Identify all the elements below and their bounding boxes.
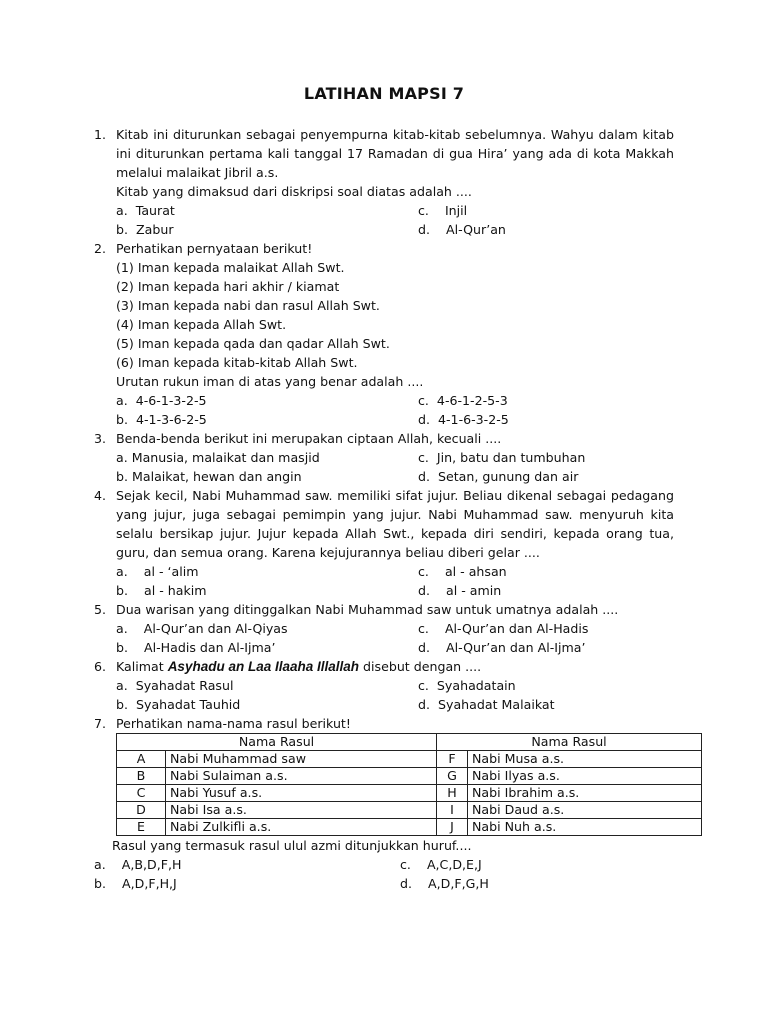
option-d[interactable]: d. A,D,F,G,H — [400, 876, 489, 891]
question-5 — [94, 600, 674, 657]
question-stem: Perhatikan nama-nama rasul berikut! — [116, 716, 351, 731]
page-title: LATIHAN MAPSI 7 — [303, 84, 465, 103]
rasul-name: Nabi Sulaiman a.s. — [166, 768, 437, 785]
rasul-letter: J — [437, 819, 468, 836]
shahada-phrase: Asyhadu an Laa Ilaaha Illallah — [167, 659, 360, 674]
option-d[interactable]: d. Setan, gunung dan air — [418, 469, 579, 484]
answer-options — [116, 391, 674, 429]
stem-text: Kalimat — [116, 659, 168, 674]
option-b[interactable]: b. Al-Hadis dan Al-Ijma’ — [116, 640, 276, 655]
option-c[interactable]: c. 4-6-1-2-5-3 — [418, 393, 508, 408]
option-b[interactable]: b. Zabur — [116, 222, 174, 237]
rasul-letter: F — [437, 751, 468, 768]
option-d[interactable]: d. al - amin — [418, 583, 502, 598]
option-a[interactable]: a. Manusia, malaikat dan masjid — [116, 450, 320, 465]
column-header: Nama Rasul — [117, 734, 437, 751]
rasul-name: Nabi Ilyas a.s. — [468, 768, 702, 785]
question-7 — [94, 714, 674, 893]
option-b[interactable]: b. A,D,F,H,J — [94, 876, 177, 891]
answer-options — [116, 619, 674, 657]
option-d[interactable]: d. Al-Qur’an — [418, 222, 506, 237]
option-b[interactable]: b. Malaikat, hewan dan angin — [116, 469, 302, 484]
rasul-letter: A — [117, 751, 166, 768]
question-stem: Kitab ini diturunkan sebagai penyempurna kitab-kitab sebelumnya. Wahyu dalam kitab ini diturunkan pertama kali tanggal 17 Ramadan di gua Hira’ yang ada di kota Makkah melalui malaikat Jibril a.s. — [116, 127, 674, 180]
statement-item: (4) Iman kepada Allah Swt. — [116, 317, 287, 332]
option-d[interactable]: d. Syahadat Malaikat — [418, 697, 555, 712]
answer-options — [94, 855, 674, 893]
question-stem: Dua warisan yang ditinggalkan Nabi Muhammad saw untuk umatnya adalah .... — [116, 602, 619, 617]
rasul-table — [116, 733, 702, 836]
statement-item: (1) Iman kepada malaikat Allah Swt. — [116, 260, 345, 275]
option-d[interactable]: d. Al-Qur’an dan Al-Ijma’ — [418, 640, 586, 655]
option-c[interactable]: c. Injil — [418, 203, 468, 218]
option-a[interactable]: a. A,B,D,F,H — [94, 857, 182, 872]
answer-options — [116, 448, 674, 486]
option-b[interactable]: b. Syahadat Tauhid — [116, 697, 241, 712]
table-row — [117, 768, 702, 785]
question-3 — [94, 429, 674, 486]
table-row — [117, 751, 702, 768]
option-a[interactable]: a. 4-6-1-3-2-5 — [116, 393, 207, 408]
question-6 — [94, 657, 674, 714]
rasul-name: Nabi Musa a.s. — [468, 751, 702, 768]
table-row — [117, 785, 702, 802]
option-c[interactable]: c. Jin, batu dan tumbuhan — [418, 450, 586, 465]
rasul-letter: G — [437, 768, 468, 785]
statement-item: (5) Iman kepada qada dan qadar Allah Swt. — [116, 336, 390, 351]
option-d[interactable]: d. 4-1-6-3-2-5 — [418, 412, 509, 427]
column-header: Nama Rasul — [437, 734, 702, 751]
stem-text: disebut dengan .... — [359, 659, 482, 674]
option-a[interactable]: a. Al-Qur’an dan Al-Qiyas — [116, 621, 288, 636]
answer-options — [116, 676, 674, 714]
question-4 — [94, 486, 674, 600]
question-stem: Perhatikan pernyataan berikut! — [116, 241, 313, 256]
question-stem: Sejak kecil, Nabi Muhammad saw. memiliki sifat jujur. Beliau dikenal sebagai pedagang yang jujur, juga sebagai pemimpin yang jujur. Nabi Muhammad saw. menyuruh kita selalu bersikap jujur. Jujur kepada Allah Swt., kepada diri sendiri, kepada orang tua, guru, dan semua orang. Karena kejujurannya beliau diberi gelar .... — [116, 488, 674, 560]
option-c[interactable]: c. A,C,D,E,J — [400, 857, 482, 872]
rasul-name: Nabi Nuh a.s. — [468, 819, 702, 836]
option-b[interactable]: b. 4-1-3-6-2-5 — [116, 412, 207, 427]
rasul-letter: E — [117, 819, 166, 836]
question-1 — [94, 125, 674, 239]
question-number: 3. — [94, 431, 107, 446]
question-number: 4. — [94, 488, 107, 503]
statement-item: (2) Iman kepada hari akhir / kiamat — [116, 279, 340, 294]
table-row — [117, 819, 702, 836]
statement-item: (6) Iman kepada kitab-kitab Allah Swt. — [116, 355, 358, 370]
option-a[interactable]: a. al - ‘alim — [116, 564, 199, 579]
table-header-row — [117, 734, 702, 751]
question-2 — [94, 239, 674, 429]
rasul-letter: C — [117, 785, 166, 802]
question-number: 2. — [94, 241, 107, 256]
rasul-letter: H — [437, 785, 468, 802]
answer-options — [116, 201, 674, 239]
question-number: 6. — [94, 659, 107, 674]
question-number: 5. — [94, 602, 107, 617]
table-row — [117, 802, 702, 819]
statement-item: (3) Iman kepada nabi dan rasul Allah Swt. — [116, 298, 380, 313]
question-number: 1. — [94, 127, 107, 142]
rasul-name: Nabi Muhammad saw — [166, 751, 437, 768]
rasul-letter: B — [117, 768, 166, 785]
answer-options — [116, 562, 674, 600]
rasul-name: Nabi Isa a.s. — [166, 802, 437, 819]
rasul-letter: I — [437, 802, 468, 819]
question-prompt: Urutan rukun iman di atas yang benar adalah .... — [116, 374, 424, 389]
rasul-letter: D — [117, 802, 166, 819]
rasul-name: Nabi Daud a.s. — [468, 802, 702, 819]
option-c[interactable]: c. Al-Qur’an dan Al-Hadis — [418, 621, 589, 636]
question-prompt: Kitab yang dimaksud dari diskripsi soal diatas adalah .... — [116, 184, 472, 199]
question-number: 7. — [94, 716, 107, 731]
rasul-name: Nabi Zulkifli a.s. — [166, 819, 437, 836]
question-stem: Benda-benda berikut ini merupakan ciptaan Allah, kecuali .... — [116, 431, 502, 446]
question-stem — [116, 657, 674, 676]
option-c[interactable]: c. Syahadatain — [418, 678, 516, 693]
rasul-name: Nabi Ibrahim a.s. — [468, 785, 702, 802]
option-b[interactable]: b. al - hakim — [116, 583, 207, 598]
option-c[interactable]: c. al - ahsan — [418, 564, 507, 579]
option-a[interactable]: a. Syahadat Rasul — [116, 678, 234, 693]
option-a[interactable]: a. Taurat — [116, 203, 175, 218]
rasul-name: Nabi Yusuf a.s. — [166, 785, 437, 802]
question-prompt: Rasul yang termasuk rasul ulul azmi ditunjukkan huruf.... — [112, 838, 472, 853]
question-list — [94, 125, 674, 893]
